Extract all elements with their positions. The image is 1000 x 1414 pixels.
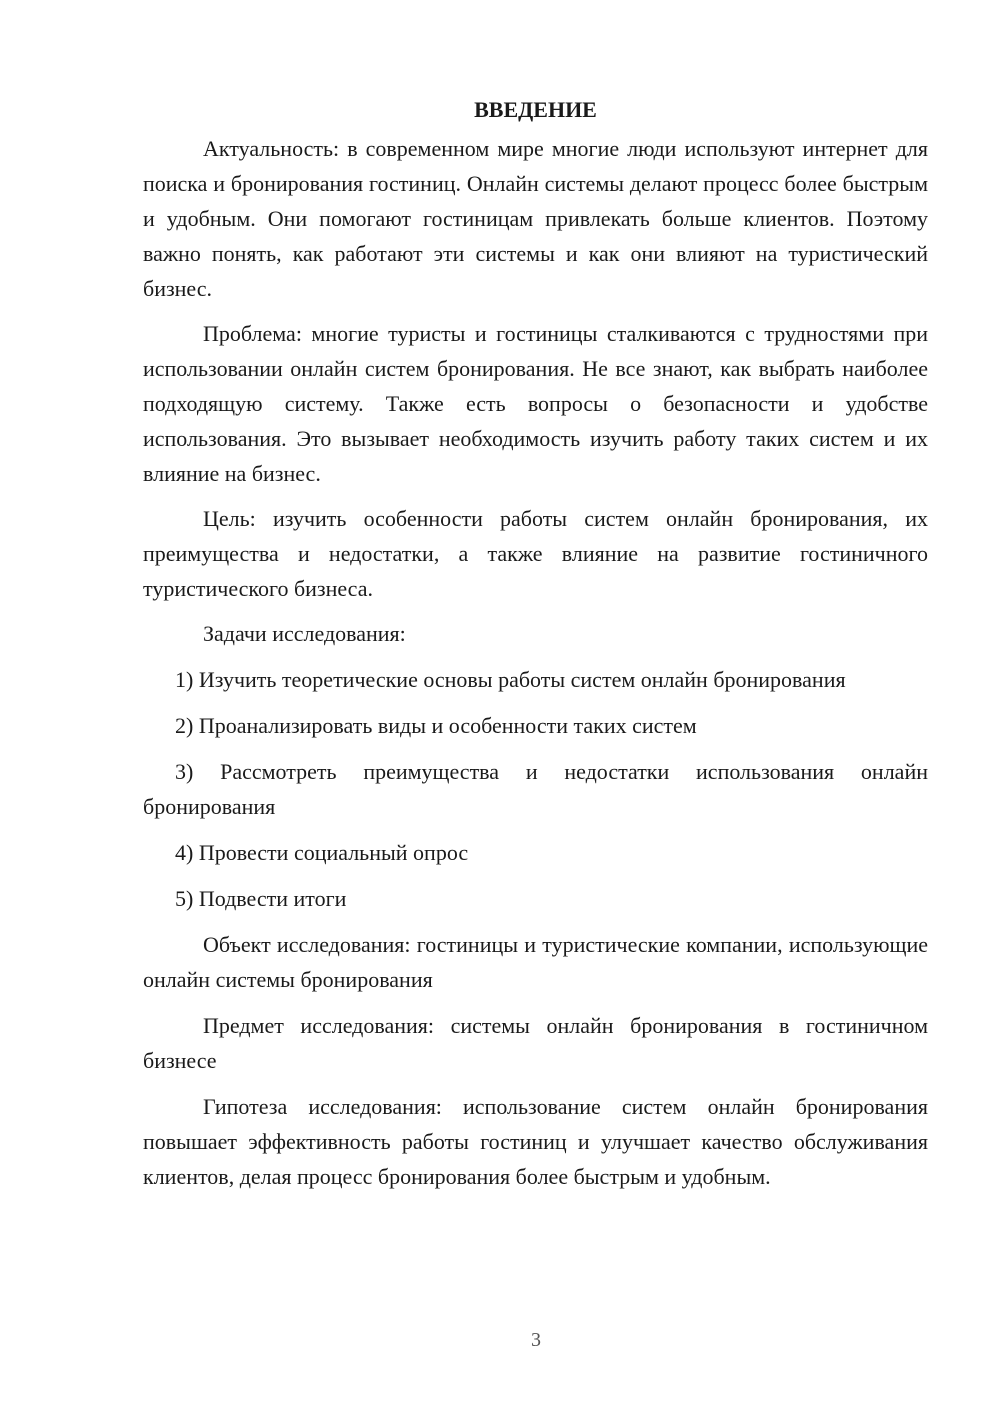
task-item-3: 3) Рассмотреть преимущества и недостатки использования онлайн бронирования: [143, 759, 928, 819]
paragraph-subject: Предмет исследования: системы онлайн бронирования в гостиничном бизнесе: [143, 1013, 928, 1073]
paragraph-object: Объект исследования: гостиницы и туристические компании, использующие онлайн системы бронирования: [143, 932, 928, 992]
task-item-5: 5) Подвести итоги: [175, 886, 347, 911]
paragraph-relevance: Актуальность: в современном мире многие люди используют интернет для поиска и бронирования гостиниц. Онлайн системы делают процесс более быстрым и удобным. Они помогают гостиницам привлекать больше клиентов. Поэтому важно понять, как работают эти системы и как они влияют на туристический бизнес.: [143, 136, 928, 301]
page-title: ВВЕДЕНИЕ: [474, 97, 597, 122]
paragraph-hypothesis: Гипотеза исследования: использование систем онлайн бронирования повышает эффективность работы гостиниц и улучшает качество обслуживания клиентов, делая процесс бронирования более быстрым и удобным.: [143, 1094, 928, 1189]
task-item-2: 2) Проанализировать виды и особенности таких систем: [175, 713, 697, 738]
paragraph-problem: Проблема: многие туристы и гостиницы сталкиваются с трудностями при использовании онлайн систем бронирования. Не все знают, как выбрать наиболее подходящую систему. Также есть вопросы о безопасности и удобстве использования. Это вызывает необходимость изучить работу таких систем и их влияние на бизнес.: [143, 321, 928, 486]
paragraph-goal: Цель: изучить особенности работы систем онлайн бронирования, их преимущества и недостатки, а также влияние на развитие гостиничного туристического бизнеса.: [143, 506, 928, 601]
page-number: 3: [531, 1329, 541, 1351]
task-item-4: 4) Провести социальный опрос: [175, 840, 469, 865]
page-content: [143, 92, 928, 1194]
task-item-1: 1) Изучить теоретические основы работы систем онлайн бронирования: [175, 667, 846, 692]
tasks-heading: Задачи исследования:: [203, 621, 406, 646]
